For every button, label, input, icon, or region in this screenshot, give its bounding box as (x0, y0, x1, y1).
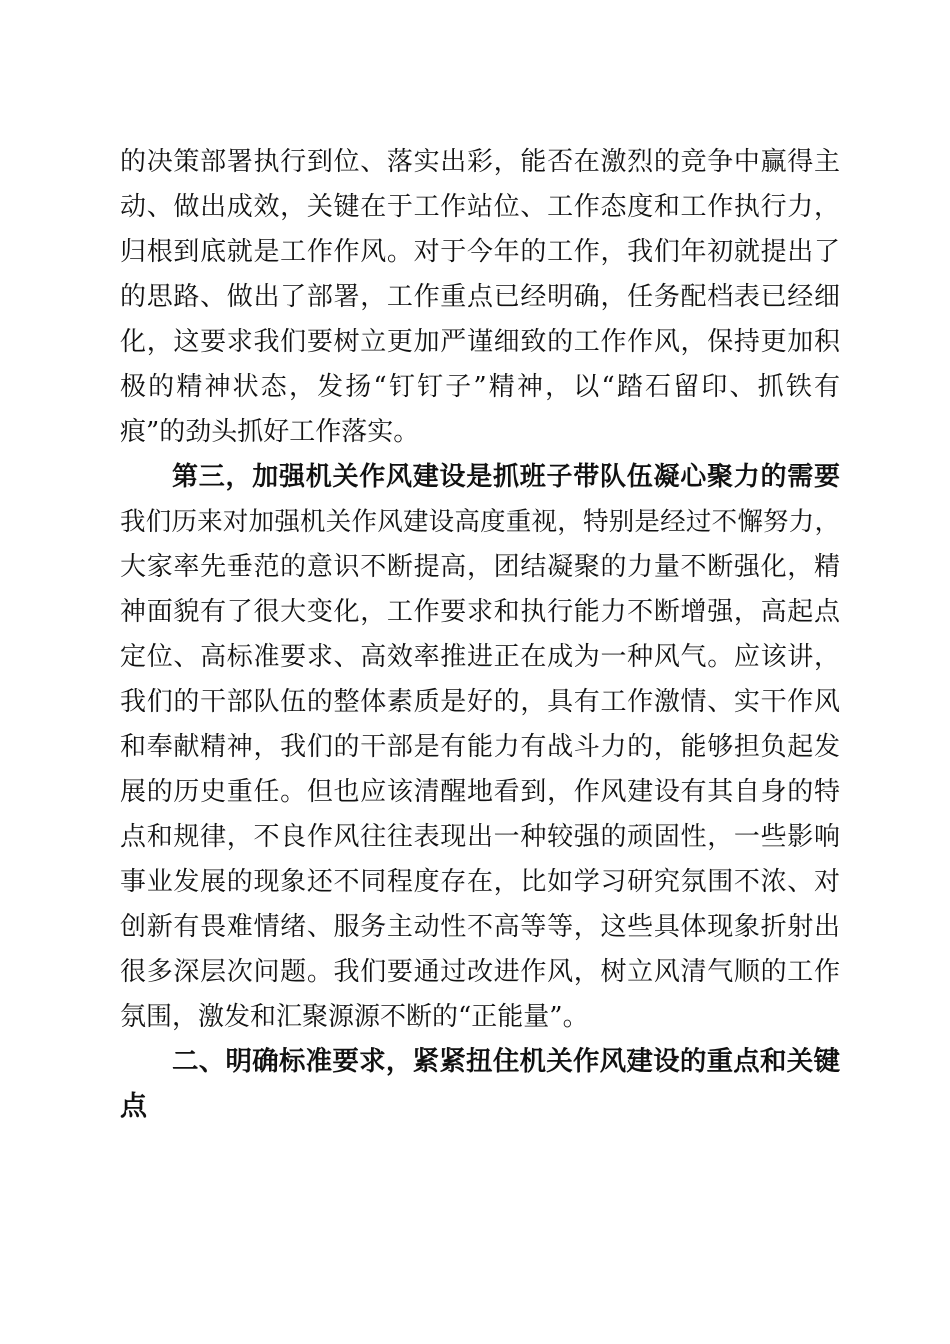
paragraph-line: 我们的干部队伍的整体素质是好的，具有工作激情、实干作风 (120, 687, 840, 717)
paragraph-line: 的决策部署执行到位、落实出彩，能否在激烈的竞争中赢得主 (120, 147, 840, 177)
section-heading-continuation: 点 (120, 1091, 147, 1122)
paragraph-line: 大家率先垂范的意识不断提高，团结凝聚的力量不断强化，精 (120, 552, 840, 582)
paragraph-line: 极的精神状态，发扬“钉钉子”精神，以“踏石留印、抓铁有 (120, 372, 840, 402)
paragraph-line: 化，这要求我们要树立更加严谨细致的工作作风，保持更加积 (120, 327, 840, 357)
paragraph-line: 神面貌有了很大变化，工作要求和执行能力不断增强，高起点 (120, 597, 840, 627)
paragraph-line: 和奉献精神，我们的干部是有能力有战斗力的，能够担负起发 (120, 732, 840, 762)
paragraph-line: 动、做出成效，关键在于工作站位、工作态度和工作执行力， (120, 192, 840, 222)
section-heading: 二、明确标准要求，紧紧扭住机关作风建设的重点和关键 (172, 1046, 840, 1077)
paragraph-line: 氛围，激发和汇聚源源不断的“正能量”。 (120, 1002, 589, 1032)
paragraph-line: 定位、高标准要求、高效率推进正在成为一种风气。应该讲， (120, 642, 840, 672)
paragraph-line: 的思路、做出了部署，工作重点已经明确，任务配档表已经细 (120, 282, 840, 312)
paragraph-line: 很多深层次问题。我们要通过改进作风，树立风清气顺的工作 (120, 957, 840, 987)
paragraph-line: 创新有畏难情绪、服务主动性不高等等，这些具体现象折射出 (120, 912, 840, 942)
subsection-heading: 第三，加强机关作风建设是抓班子带队伍凝心聚力的需要 (172, 462, 840, 492)
paragraph-line: 我们历来对加强机关作风建设高度重视，特别是经过不懈努力， (120, 507, 840, 537)
paragraph-line: 展的历史重任。但也应该清醒地看到，作风建设有其自身的特 (120, 777, 840, 807)
paragraph-line: 归根到底就是工作作风。对于今年的工作，我们年初就提出了 (120, 237, 840, 267)
paragraph-line: 点和规律，不良作风往往表现出一种较强的顽固性，一些影响 (120, 822, 840, 852)
paragraph-line: 痕”的劲头抓好工作落实。 (120, 417, 420, 447)
paragraph-line: 事业发展的现象还不同程度存在，比如学习研究氛围不浓、对 (120, 867, 840, 897)
